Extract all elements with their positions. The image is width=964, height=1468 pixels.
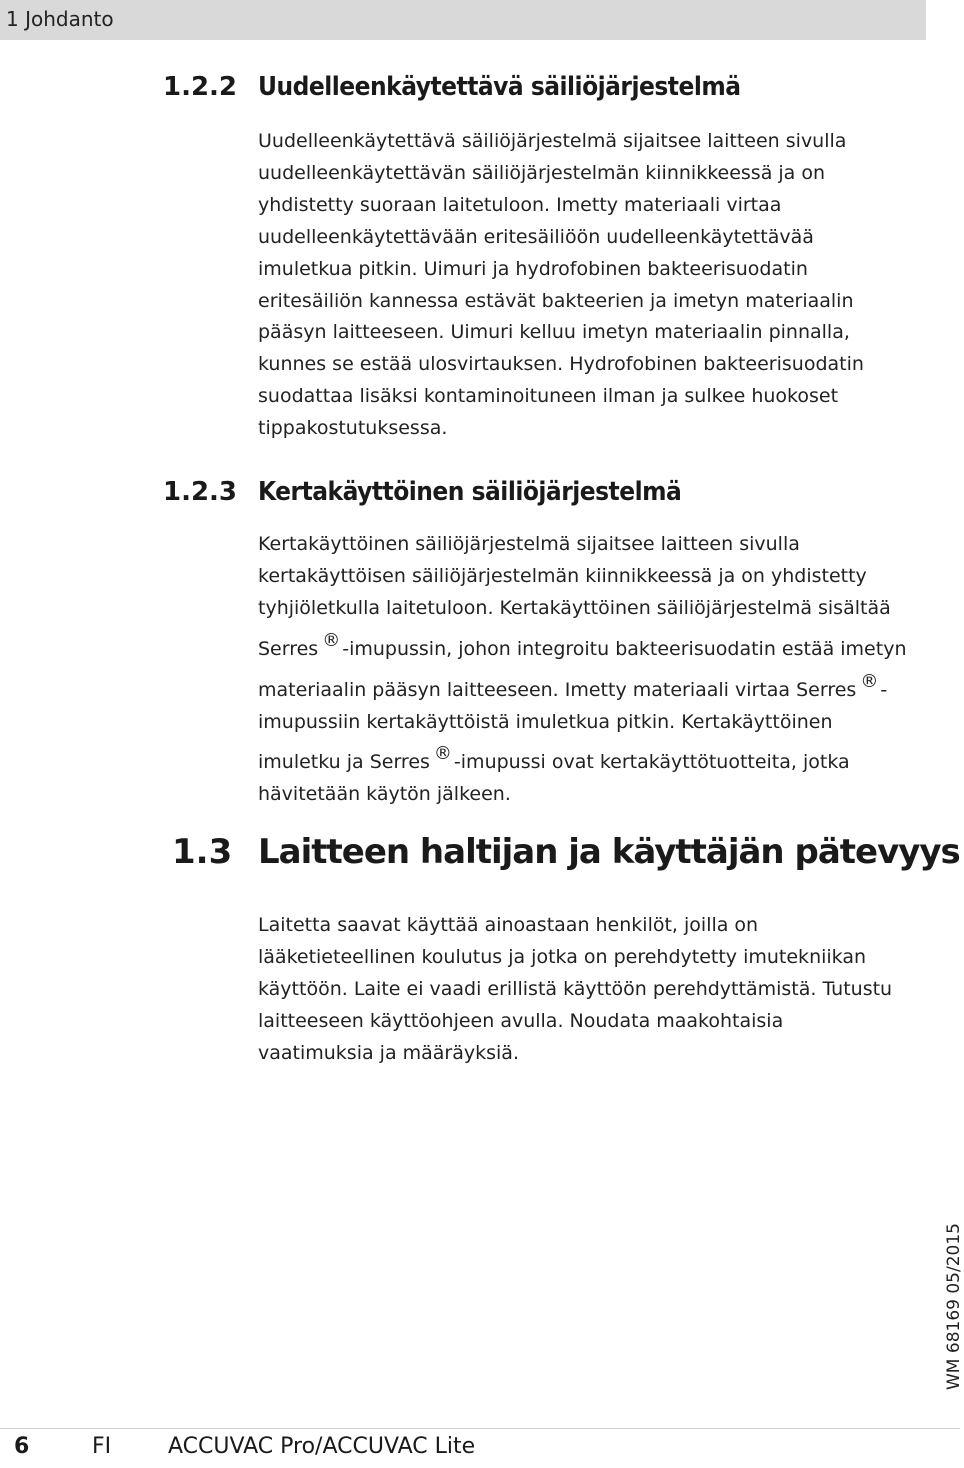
text-line: kunnes se estää ulosvirtauksen. Hydrofobinen bakteerisuodatin	[258, 353, 864, 376]
text-fragment: -	[880, 678, 888, 701]
text-line: imuletkua pitkin. Uimuri ja hydrofobinen bakteerisuodatin	[258, 257, 808, 280]
registered-mark: ®	[322, 629, 341, 651]
text-line: imupussiin kertakäyttöistä imuletkua pitkin. Kertakäyttöinen	[258, 710, 833, 733]
section-123-title: Kertakäyttöinen säiliöjärjestelmä	[258, 477, 682, 507]
text-line: hävitetään käytön jälkeen.	[258, 783, 511, 806]
text-line: tippakostutuksessa.	[258, 417, 448, 440]
section-122-paragraph	[258, 126, 864, 445]
text-line: yhdistetty suoraan laitetuloon. Imetty materiaali virtaa	[258, 193, 782, 216]
text-line	[258, 666, 907, 707]
text-line: tyhjiöletkulla laitetuloon. Kertakäyttöinen säiliöjärjestelmä sisältää	[258, 596, 891, 619]
section-13-number: 1.3	[172, 832, 233, 872]
text-line: suodattaa lisäksi kontaminoituneen ilman ja sulkee huokoset	[258, 385, 839, 408]
registered-mark: ®	[433, 743, 452, 765]
text-fragment: Serres	[258, 637, 319, 660]
language-code: FI	[92, 1434, 112, 1459]
text-line: uudelleenkäytettävään eritesäiliöön uudelleenkäytettävää	[258, 225, 814, 248]
section-13-title: Laitteen haltijan ja käyttäjän pätevyys	[258, 832, 960, 872]
text-line: eritesäiliön kannessa estävät bakteerien ja imetyn materiaalin	[258, 289, 854, 312]
section-123-paragraph	[258, 529, 907, 811]
page-number: 6	[14, 1434, 30, 1459]
text-line	[258, 738, 907, 779]
text-line: käyttöön. Laite ei vaadi erillistä käyttöön perehdyttämistä. Tutustu	[258, 977, 893, 1000]
section-122-number: 1.2.2	[163, 72, 238, 102]
text-line: uudelleenkäytettävän säiliöjärjestelmän kiinnikkeessä ja on	[258, 161, 826, 184]
registered-mark: ®	[860, 670, 879, 692]
chapter-header: 1 Johdanto	[6, 7, 114, 31]
text-line: kertakäyttöisen säiliöjärjestelmän kiinnikkeessä ja on yhdistetty	[258, 564, 867, 587]
footer-divider	[0, 1428, 960, 1429]
text-line: pääsyn laitteeseen. Uimuri kelluu imetyn materiaalin pinnalla,	[258, 321, 850, 344]
text-line: lääketieteellinen koulutus ja jotka on perehdytetty imutekniikan	[258, 945, 867, 968]
text-line: vaatimuksia ja määräyksiä.	[258, 1041, 519, 1064]
text-line: Laitetta saavat käyttää ainoastaan henkilöt, joilla on	[258, 914, 759, 936]
product-name: ACCUVAC Pro/ACCUVAC Lite	[168, 1434, 476, 1459]
section-122-title: Uudelleenkäytettävä säiliöjärjestelmä	[258, 72, 741, 102]
text-fragment: -imupussi ovat kertakäyttötuotteita, jotka	[453, 751, 850, 774]
text-fragment: -imupussin, johon integroitu bakteerisuodatin estää imetyn	[342, 637, 907, 660]
section-13-paragraph	[258, 910, 892, 1070]
text-line	[258, 625, 907, 666]
text-fragment: imuletku ja Serres	[258, 751, 430, 774]
text-line: Kertakäyttöinen säiliöjärjestelmä sijaitsee laitteen sivulla	[258, 533, 800, 555]
text-line: Uudelleenkäytettävä säiliöjärjestelmä sijaitsee laitteen sivulla	[258, 130, 847, 152]
text-line: laitteeseen käyttöohjeen avulla. Noudata maakohtaisia	[258, 1009, 784, 1032]
section-123-number: 1.2.3	[163, 477, 238, 507]
text-fragment: materiaalin pääsyn laitteeseen. Imetty materiaali virtaa Serres	[258, 678, 857, 701]
document-code: WM 68169 05/2015	[944, 1223, 964, 1390]
header-bar	[0, 0, 926, 40]
